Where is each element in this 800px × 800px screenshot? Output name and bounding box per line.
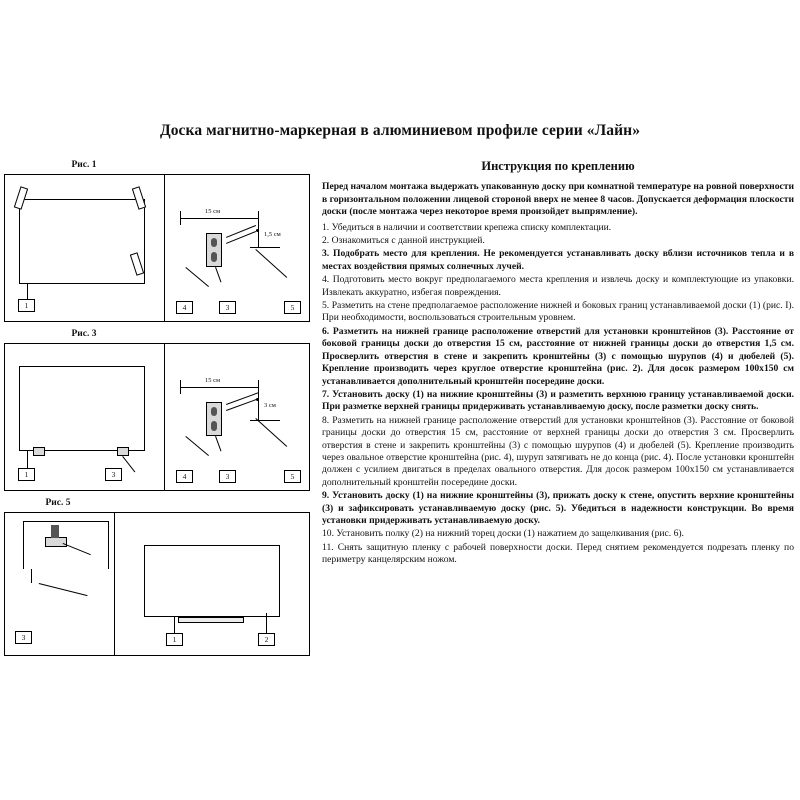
dimension-line-horizontal [180,218,258,219]
instructions-column [322,160,794,568]
leader-line [185,267,209,287]
figure-4 [166,344,309,490]
figure-label: 3 [15,631,32,644]
figure-label: 1 [166,633,183,646]
leader-line [27,284,28,300]
dimension-label: 1,5 см [264,231,281,238]
figure-frame-1-2 [4,174,310,322]
dimension-label: 15 см [205,377,221,384]
bracket-oval-hole [211,252,217,262]
figure-label: 4 [176,470,193,483]
figure-label: 3 [219,470,236,483]
instruction-step: 5. Разметить на стене предполагаемое расположение нижней и боковых границ устанавливаемой доски (1) (рис. I). При необходимости, воспользоваться строительным уровнем. [322,300,794,324]
instruction-step: 9. Установить доску (1) на нижние кронштейны (3), прижать доску к стене, опустить верхние кронштейны (3) и зафиксировать устанавливаемую доску (рис. 5). Убедиться в надежности конструкции. Во время установки придерживать устанавливаемую доску. [322,490,794,526]
leader-line [31,569,32,583]
figure-2 [166,175,309,321]
figure-label: 2 [258,633,275,646]
figure-label: 3 [105,468,122,481]
figure-frame-5-6 [4,512,310,656]
instructions-intro: Перед началом монтажа выдержать упакованную доску при комнатной температуре на ровной поверхности в горизонтальном положении лицевой стороной вверх не менее 8 часов. Допускается деформация плоскости доски (после монтажа через некоторое время произойдет выпрямление). [322,181,794,218]
figure-row-1 [4,160,314,322]
wall-bracket [45,537,67,547]
figure-row-2 [4,329,314,491]
dimension-label: 3 см [264,402,276,409]
instruction-step: 10. Установить полку (2) на нижний торец доски (1) нажатием до защелкивания (рис. 6). [322,528,684,540]
figure-label: 1 [18,468,35,481]
wall-bracket [33,447,45,456]
instruction-step: 11. Снять защитную пленку с рабочей поверхности доски. Перед снятием рекомендуется подрезать пленку по периметру канцелярским ножом. [322,541,794,566]
dimension-tick [258,211,259,225]
dimension-tick [180,211,181,225]
figure-row-3 [4,498,314,656]
instruction-step: 3. Подобрать место для крепления. Не рекомендуется устанавливать доску вблизи источников тепла и в местах воздействия прямых солнечных лучей. [322,248,794,272]
dowel-shaft [226,231,256,244]
dimension-line-horizontal [180,387,258,388]
dimension-tick [258,380,259,394]
instruction-step: 4. Подготовить место вокруг предполагаемого места крепления и извлечь доску и комплектующие из упаковки. Извлекать аккуратно, избегая повреждения. [322,274,794,298]
dowel-shaft [226,398,258,411]
dimension-line [250,420,280,421]
figure-label: 5 [284,470,301,483]
figure-label: 1 [18,299,35,312]
leader-line [255,418,287,447]
wall-bracket [117,447,129,456]
instructions-title: Инструкция по креплению [481,159,635,173]
figure-1 [5,175,165,321]
instruction-step: 1. Убедиться в наличии и соответствии крепежа списку комплектации. [322,221,612,233]
dimension-label: 15 см [205,208,221,215]
leader-line [215,267,221,282]
figure-3 [5,344,165,490]
leader-line [266,613,267,633]
page-title: Доска магнитно-маркерная в алюминиевом профиле серии «Лайн» [159,122,641,139]
instruction-step: 7. Установить доску (1) на нижние кронштейны (3) и разметить верхнюю границу устанавливаемой доски. При разметке верхней границы придерживать устанавливаемую доску, после разметки доску снять. [322,388,794,413]
hole-marker [256,229,259,232]
dimension-tick [180,380,181,394]
bracket-oval-hole [211,421,217,431]
leader-line [27,451,28,469]
bracket-round-hole [211,238,217,247]
leader-line [39,583,88,596]
board-outline [19,199,145,284]
leader-line [185,436,209,456]
figure-caption-5: Рис. 5 [45,498,71,508]
dimension-line [250,247,280,248]
board-outline [144,545,280,617]
leader-line [122,456,135,472]
leader-line [215,436,221,451]
figure-label: 3 [219,301,236,314]
figures-column [4,160,314,663]
figure-5 [5,513,115,655]
leader-line [255,249,287,278]
shelf-tray [178,617,244,623]
instruction-step: 2. Ознакомиться с данной инструкцией. [322,235,485,247]
bracket-slide [51,525,59,538]
leader-line [174,617,175,633]
figure-caption-1: Рис. 1 [71,160,97,170]
figure-6 [116,513,309,655]
figure-frame-3-4 [4,343,310,491]
figure-caption-3: Рис. 3 [71,329,97,339]
figure-label: 5 [284,301,301,314]
instruction-step: 8. Разметить на нижней границе расположение отверстий для установки кронштейнов (3). Расстояние от боковой границы доски до отверстия 15 см, расстояние от верхней границы доски до отверстия 3 см. Просверлить отверстия в стене и закрепить кронштейны (3) с помощью шурупов (4) и дюбелей (5). Крепление производить через овальное отверстие кронштейна (рис. 4), шуруп затягивать не до конца (рис. 4). После установки кронштейн должен с усилием двигаться в пределах овального отверстия. Для досок размером 100х150 см устанавливается дополнительный кронштейн посередине доски. [322,414,794,488]
instruction-step: 6. Разметить на нижней границе расположение отверстий для установки кронштейнов (3). Расстояние от боковой границы доски до отверстия 15 см, расстояние от нижней границы доски до отверстия 1,5 см. Просверлить отверстия в стене и закрепить кронштейны (3) с помощью шурупов (4) и дюбелей (5). Крепление производить через круглое отверстие кронштейна (рис. 2). Для досок размером 100х150 см устанавливается дополнительный кронштейн посередине доски. [322,325,794,387]
bracket-round-hole [211,407,217,416]
board-outline [19,366,145,451]
figure-label: 4 [176,301,193,314]
